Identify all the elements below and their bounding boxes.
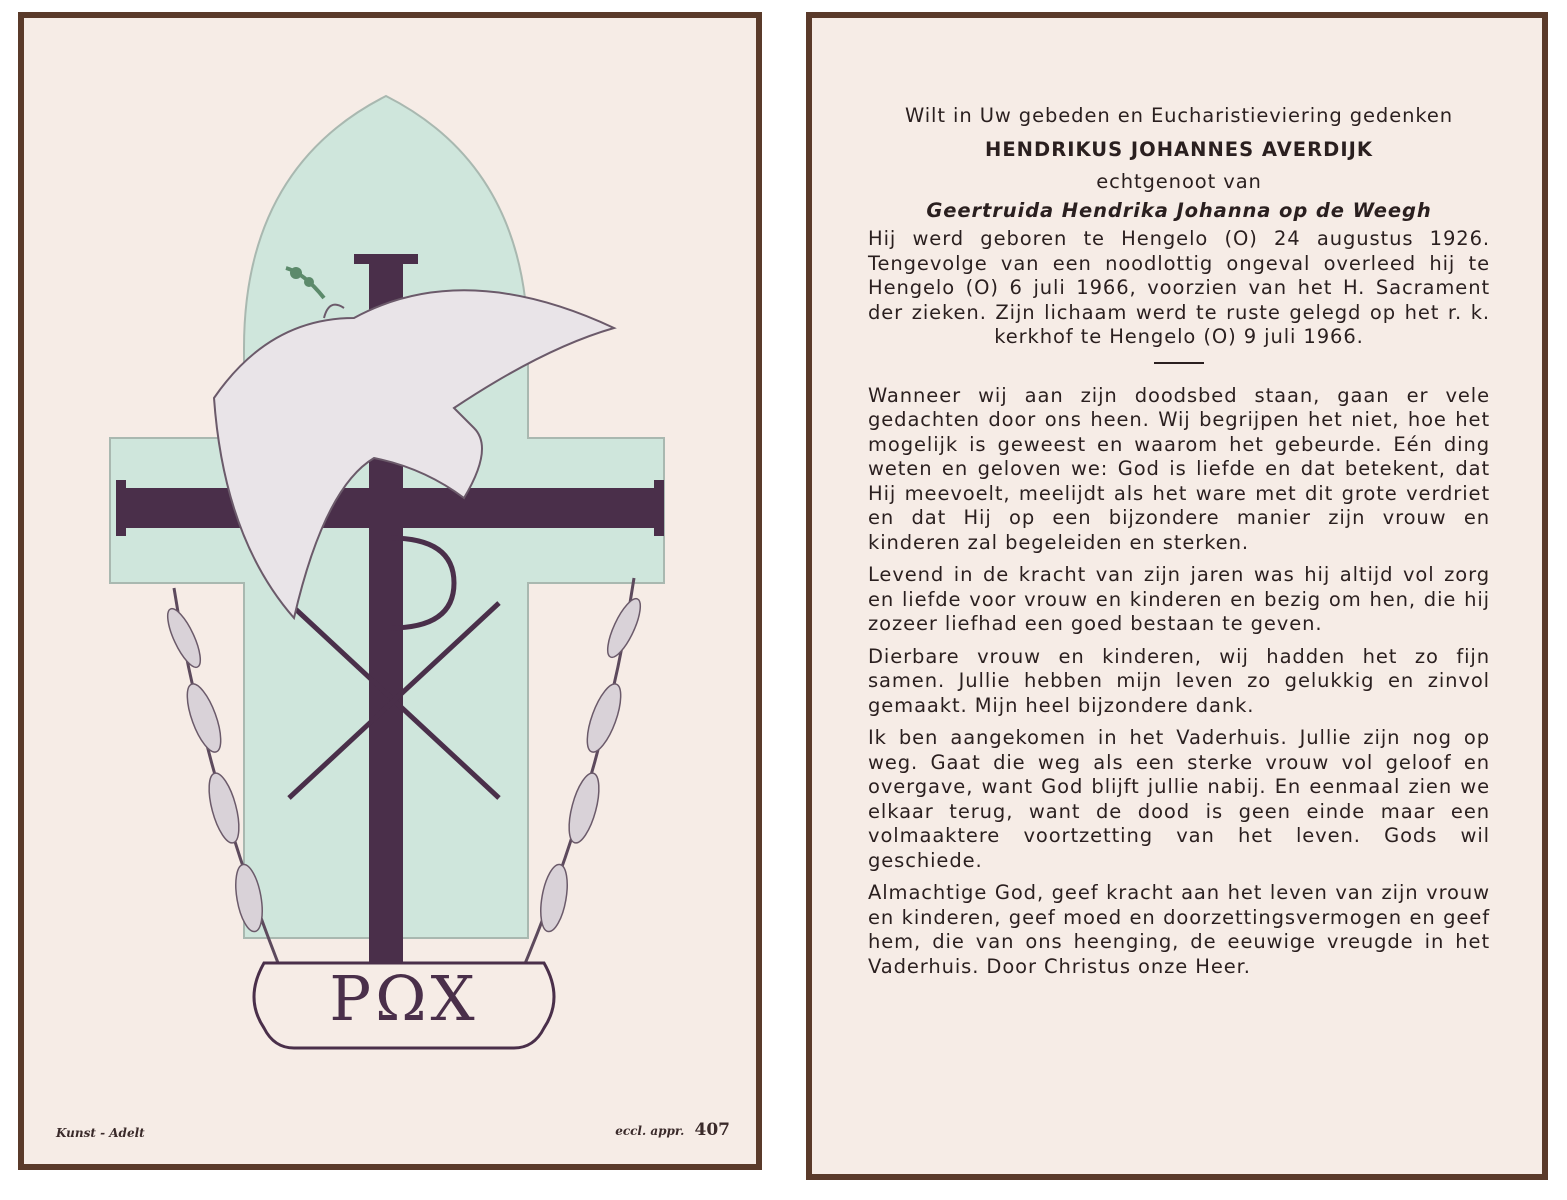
divider [1154,362,1204,364]
approval-text: eccl. appr. [615,1124,685,1138]
paragraph-1: Wanneer wij aan zijn doodsbed staan, gaan er vele gedachten door ons heen. Wij begrijpen het niet, hoe het mogelijk is geweest en waarom het gebeurde. Eén ding weten en geloven we: God is liefde en dat betekent, dat Hij meevoelt, meelijdt als het ware met dit grote verdriet en dat Hij op een bijzondere manier zijn vrouw en kinderen zal begeleiden en sterken. [868,383,1490,554]
memorial-text [868,104,1490,987]
pax-monogram: PΩX [329,962,479,1035]
approval-number: 407 [694,1120,730,1140]
paragraph-5: Almachtige God, geef kracht aan het leven van zijn vrouw en kinderen, geef moed en doorzettingsvermogen en geef hem, die van ons heenging, de eeuwige vreugde in het Vaderhuis. Door Christus onze Heer. [868,881,1490,978]
spouse-name: Geertruida Hendrika Johanna op de Weegh [926,198,1432,222]
card-back-paper [812,18,1542,1174]
holy-card-artwork [24,18,756,1164]
intro-text: Wilt in Uw gebeden en Eucharistieviering gedenken [904,104,1453,127]
biography: Hij werd geboren te Hengelo (O) 24 augustus 1926. Tengevolge van een noodlottig ongeval overleed hij te Hengelo (O) 6 juli 1966, voorzien van het H. Sacrament der zieken. Zijn lichaam werd te ruste gelegd op het r. k. kerkhof te Hengelo (O) 9 juli 1966. [868,227,1490,348]
spouse-label: echtgenoot van [1096,170,1262,193]
card-front-paper [24,18,756,1164]
publisher-label: Kunst - Adelt [56,1126,145,1140]
deceased-name: HENDRIKUS JOHANNES AVERDIJK [985,137,1373,161]
approval-label [615,1120,730,1140]
paragraph-3: Dierbare vrouw en kinderen, wij hadden het zo fijn samen. Jullie hebben mijn leven zo gelukkig en zinvol gemaakt. Mijn heel bijzondere dank. [868,644,1490,717]
holy-card-back [806,12,1548,1180]
holy-card-front [18,12,762,1170]
paragraph-4: Ik ben aangekomen in het Vaderhuis. Jullie zijn nog op weg. Gaat die weg als een sterke vrouw vol geloof en overgave, want God blijft jullie nabij. En eenmaal zien we elkaar terug, want de dood is geen einde maar een volmaaktere voortzetting van het leven. Gods wil geschiede. [868,726,1490,872]
paragraph-2: Levend in de kracht van zijn jaren was hij altijd vol zorg en liefde voor vrouw en kinderen en bezig om hen, die hij zozeer liefhad een goed bestaan te geven. [868,563,1490,635]
